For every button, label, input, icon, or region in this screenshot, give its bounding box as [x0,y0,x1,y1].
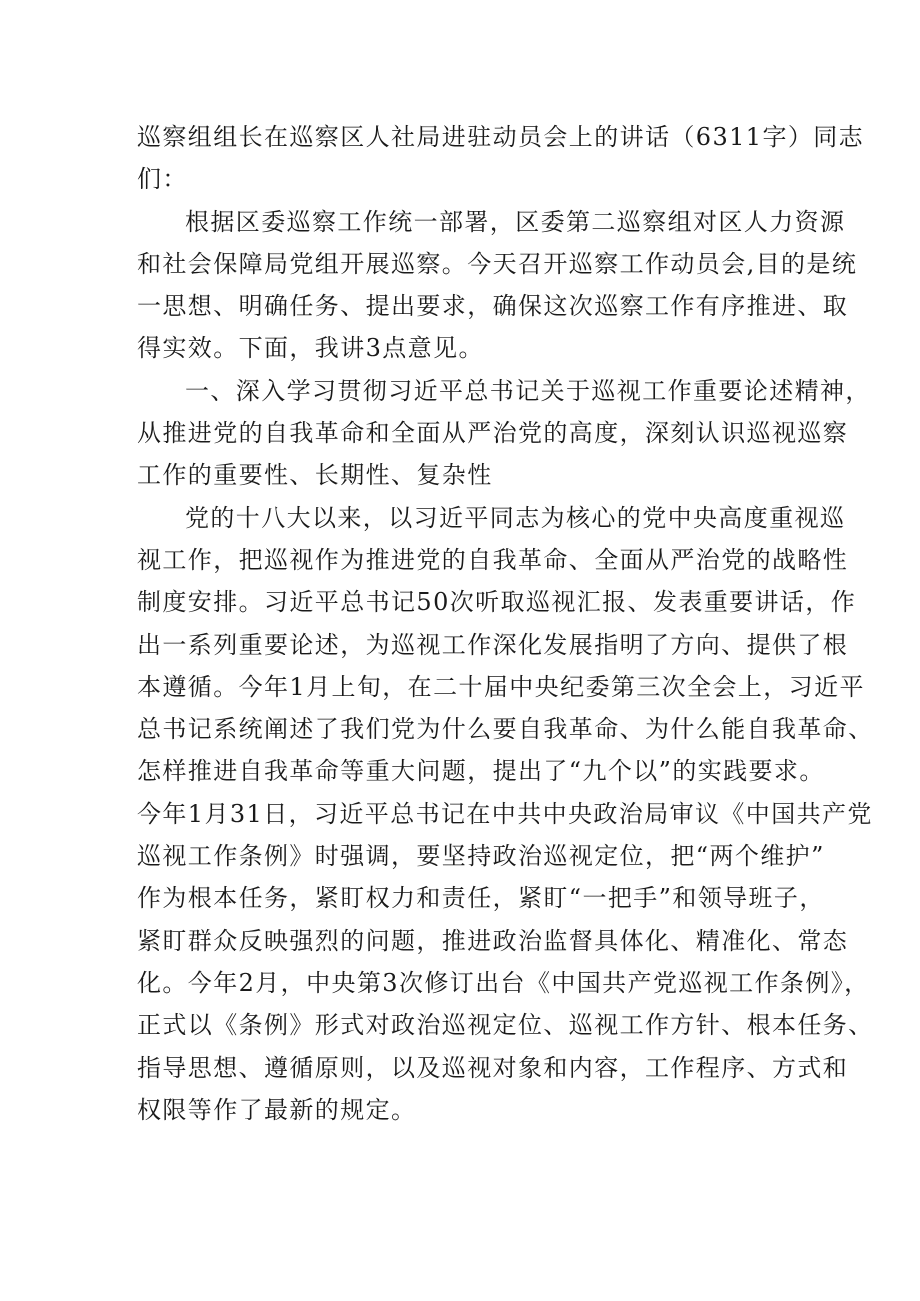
text-line: 一思想、明确任务、提出要求，确保这次巡察工作有序推进、取 [137,292,849,321]
text-line: 和社会保障局党组开展巡察。今天召开巡察工作动员会,目的是统 [137,249,858,278]
section-heading-line: 一、深入学习贯彻习近平总书记关于巡视工作重要论述精神， [185,376,871,405]
text-line: 正式以《条例》形式对政治巡视定位、巡视工作方针、根本任务、 [137,1011,874,1040]
text-line: 总书记系统阐述了我们党为什么要自我革命、为什么能自我革命、 [137,715,874,744]
text-line: 出一系列重要论述，为巡视工作深化发展指明了方向、提供了根 [137,630,849,659]
section-heading-line: 从推进党的自我革命和全面从严治党的高度，深刻认识巡视巡察 [137,419,849,448]
document-body [137,116,874,1131]
text-line: 权限等作了最新的规定。 [137,1095,417,1124]
text-line: 们： [137,165,188,194]
text-line: 得实效。下面，我讲3点意见。 [137,334,484,363]
text-line: 作为根本任务，紧盯权力和责任，紧盯“一把手”和领导班子， [137,884,825,913]
section-heading-line: 工作的重要性、长期性、复杂性 [137,461,493,490]
text-line: 制度安排。习近平总书记50次听取巡视汇报、发表重要讲话，作 [137,588,857,617]
text-line: 巡视工作条例》时强调，要坚持政治巡视定位，把“两个维护” [137,842,825,871]
text-line: 巡察组组长在巡察区人社局进驻动员会上的讲话（6311字）同志 [137,123,865,151]
text-line: 指导思想、遵循原则，以及巡视对象和内容，工作程序、方式和 [137,1053,849,1082]
text-line: 本遵循。今年1月上旬，在二十届中央纪委第三次全会上，习近平 [137,672,865,701]
text-line: 紧盯群众反映强烈的问题，推进政治监督具体化、精准化、常态 [137,926,849,955]
text-line: 化。今年2月，中央第3次修订出台《中国共产党巡视工作条例》， [137,968,870,997]
text-line: 根据区委巡察工作统一部署，区委第二巡察组对区人力资源 [185,207,846,236]
text-line: 视工作，把巡视作为推进党的自我革命、全面从严治党的战略性 [137,545,849,574]
text-line: 怎样推进自我革命等重大问题，提出了“九个以”的实践要求。 [137,757,825,786]
text-line: 党的十八大以来，以习近平同志为核心的党中央高度重视巡 [185,503,846,532]
text-line: 今年1月31日，习近平总书记在中共中央政治局审议《中国共产党 [137,799,873,828]
